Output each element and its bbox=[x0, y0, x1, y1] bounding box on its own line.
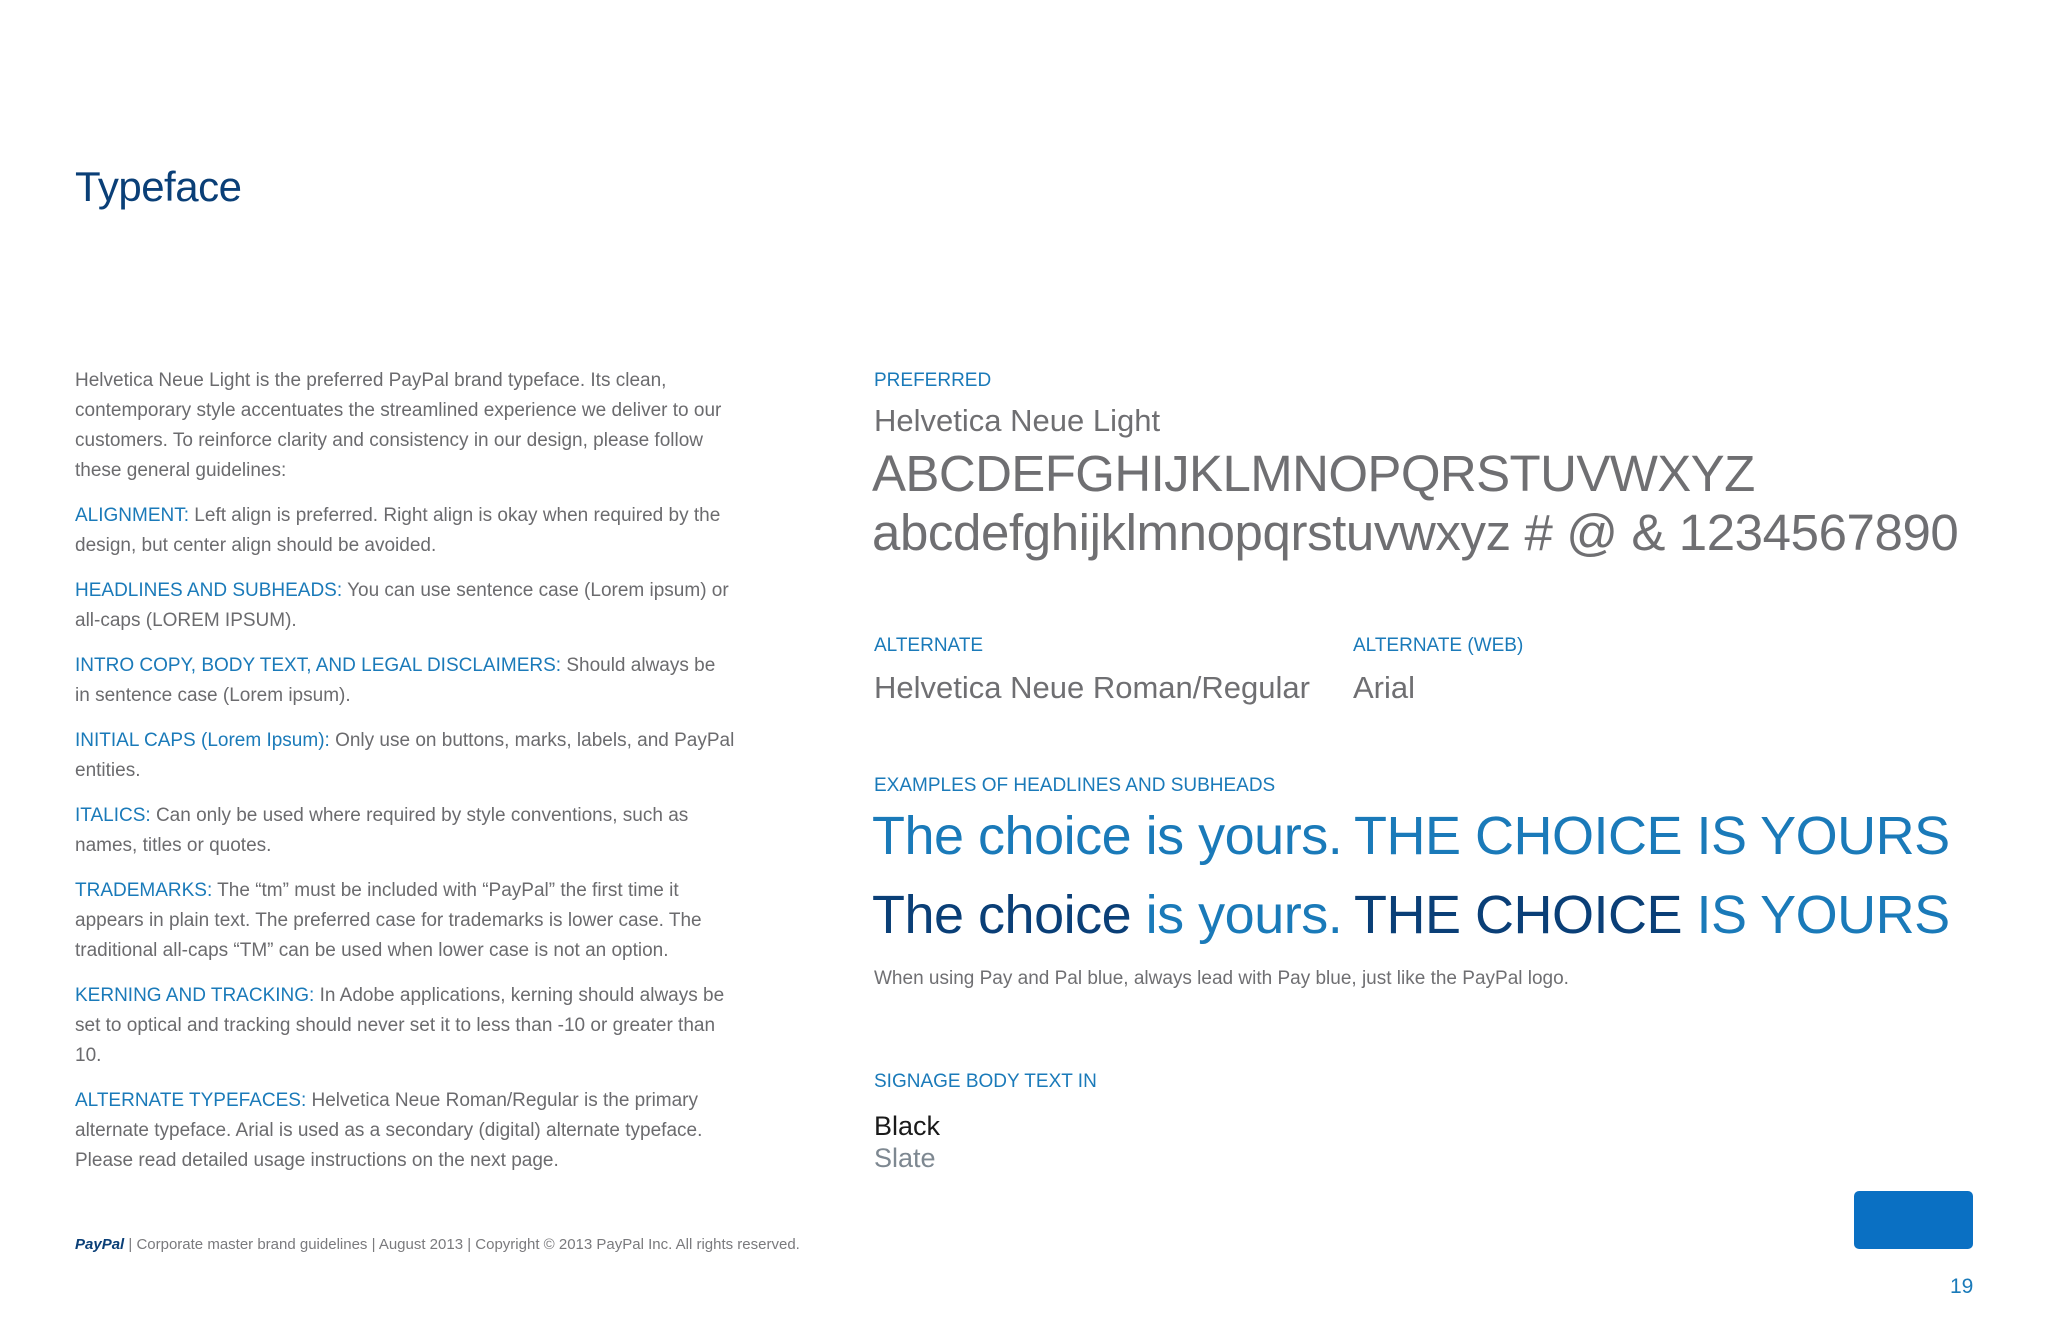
page-number: 19 bbox=[1950, 1275, 1974, 1298]
pay-blue-text: THE CHOICE bbox=[1354, 885, 1683, 945]
alphabet-uppercase: ABCDEFGHIJKLMNOPQRSTUVWXYZ bbox=[872, 445, 1755, 502]
footer-text: | Corporate master brand guidelines | August 2013 | Copyright © 2013 PayPal Inc. All rights reserved. bbox=[124, 1236, 800, 1253]
guideline-term: KERNING AND TRACKING: bbox=[75, 985, 315, 1006]
guideline-term: ALTERNATE TYPEFACES: bbox=[75, 1090, 307, 1111]
guideline-term: ITALICS: bbox=[75, 805, 151, 826]
alternate-label: ALTERNATE bbox=[874, 635, 984, 656]
alphabet-lowercase: abcdefghijklmnopqrstuvwxyz # @ & 1234567890 bbox=[872, 504, 1959, 561]
guideline-text: Can only be used where required by style conventions, such as names, titles or quotes. bbox=[75, 805, 689, 856]
example-caps-two-tone bbox=[1354, 884, 1950, 946]
alternate-web-typeface-name: Arial bbox=[1353, 670, 1416, 705]
guideline-headlines bbox=[75, 576, 735, 636]
color-usage-note: When using Pay and Pal blue, always lead with Pay blue, just like the PayPal logo. bbox=[874, 968, 1569, 989]
guideline-alignment bbox=[75, 501, 735, 561]
page-title: Typeface bbox=[75, 163, 242, 210]
preferred-label: PREFERRED bbox=[874, 370, 992, 391]
pal-blue-text: IS YOURS bbox=[1682, 885, 1950, 945]
example-all-caps: THE CHOICE IS YOURS bbox=[1354, 806, 1950, 866]
guideline-term: HEADLINES AND SUBHEADS: bbox=[75, 580, 343, 601]
alternate-web-label: ALTERNATE (WEB) bbox=[1353, 635, 1524, 656]
guideline-italics bbox=[75, 801, 735, 861]
examples-label: EXAMPLES OF HEADLINES AND SUBHEADS bbox=[874, 775, 1276, 796]
guideline-text: You can use sentence case (Lorem ipsum) or all-caps (LOREM IPSUM). bbox=[75, 580, 729, 631]
guideline-term: INITIAL CAPS (Lorem Ipsum): bbox=[75, 730, 330, 751]
guideline-alternate-typefaces bbox=[75, 1086, 735, 1176]
guideline-intro-copy bbox=[75, 651, 735, 711]
guideline-text: Left align is preferred. Right align is okay when required by the design, but center align should be avoided. bbox=[75, 505, 721, 556]
guidelines-intro: Helvetica Neue Light is the preferred PayPal brand typeface. Its clean, contemporary style accentuates the streamlined experience we deliver to our customers. To reinforce clarity and consistency in our design, please follow these general guidelines: bbox=[75, 370, 722, 481]
signage-slate-sample: Slate bbox=[874, 1143, 936, 1173]
guideline-trademarks bbox=[75, 876, 735, 966]
guideline-text: Should always be in sentence case (Lorem ipsum). bbox=[75, 655, 716, 706]
preferred-typeface-name: Helvetica Neue Light bbox=[874, 403, 1161, 438]
guideline-term: INTRO COPY, BODY TEXT, AND LEGAL DISCLAIMERS: bbox=[75, 655, 562, 676]
blue-color-swatch bbox=[1854, 1191, 1973, 1249]
guideline-text: The “tm” must be included with “PayPal” the first time it appears in plain text. The preferred case for trademarks is lower case. The traditional all-caps “TM” can be used when lower case is not an option. bbox=[75, 880, 702, 961]
guideline-initial-caps bbox=[75, 726, 735, 786]
guideline-term: ALIGNMENT: bbox=[75, 505, 190, 526]
pal-blue-text: is yours. bbox=[1131, 885, 1343, 945]
guideline-text: Only use on buttons, marks, labels, and PayPal entities. bbox=[75, 730, 735, 781]
alternate-typeface-name: Helvetica Neue Roman/Regular bbox=[874, 670, 1310, 705]
pay-blue-text: The choice bbox=[872, 885, 1132, 945]
guideline-text: In Adobe applications, kerning should always be set to optical and tracking should never set it to less than -10 or greater than 10. bbox=[75, 985, 725, 1066]
example-sentence-two-tone bbox=[872, 884, 1342, 946]
example-sentence-case: The choice is yours. bbox=[872, 806, 1343, 866]
guideline-term: TRADEMARKS: bbox=[75, 880, 213, 901]
footer bbox=[75, 1236, 800, 1253]
signage-black-sample: Black bbox=[874, 1111, 941, 1141]
signage-label: SIGNAGE BODY TEXT IN bbox=[874, 1071, 1097, 1092]
footer-brand-logo: PayPal bbox=[75, 1236, 125, 1253]
guideline-text: Helvetica Neue Roman/Regular is the primary alternate typeface. Arial is used as a secondary (digital) alternate typeface. Please read detailed usage instructions on the next page. bbox=[75, 1090, 703, 1171]
guidelines-column bbox=[75, 366, 735, 1191]
guideline-kerning bbox=[75, 981, 735, 1071]
